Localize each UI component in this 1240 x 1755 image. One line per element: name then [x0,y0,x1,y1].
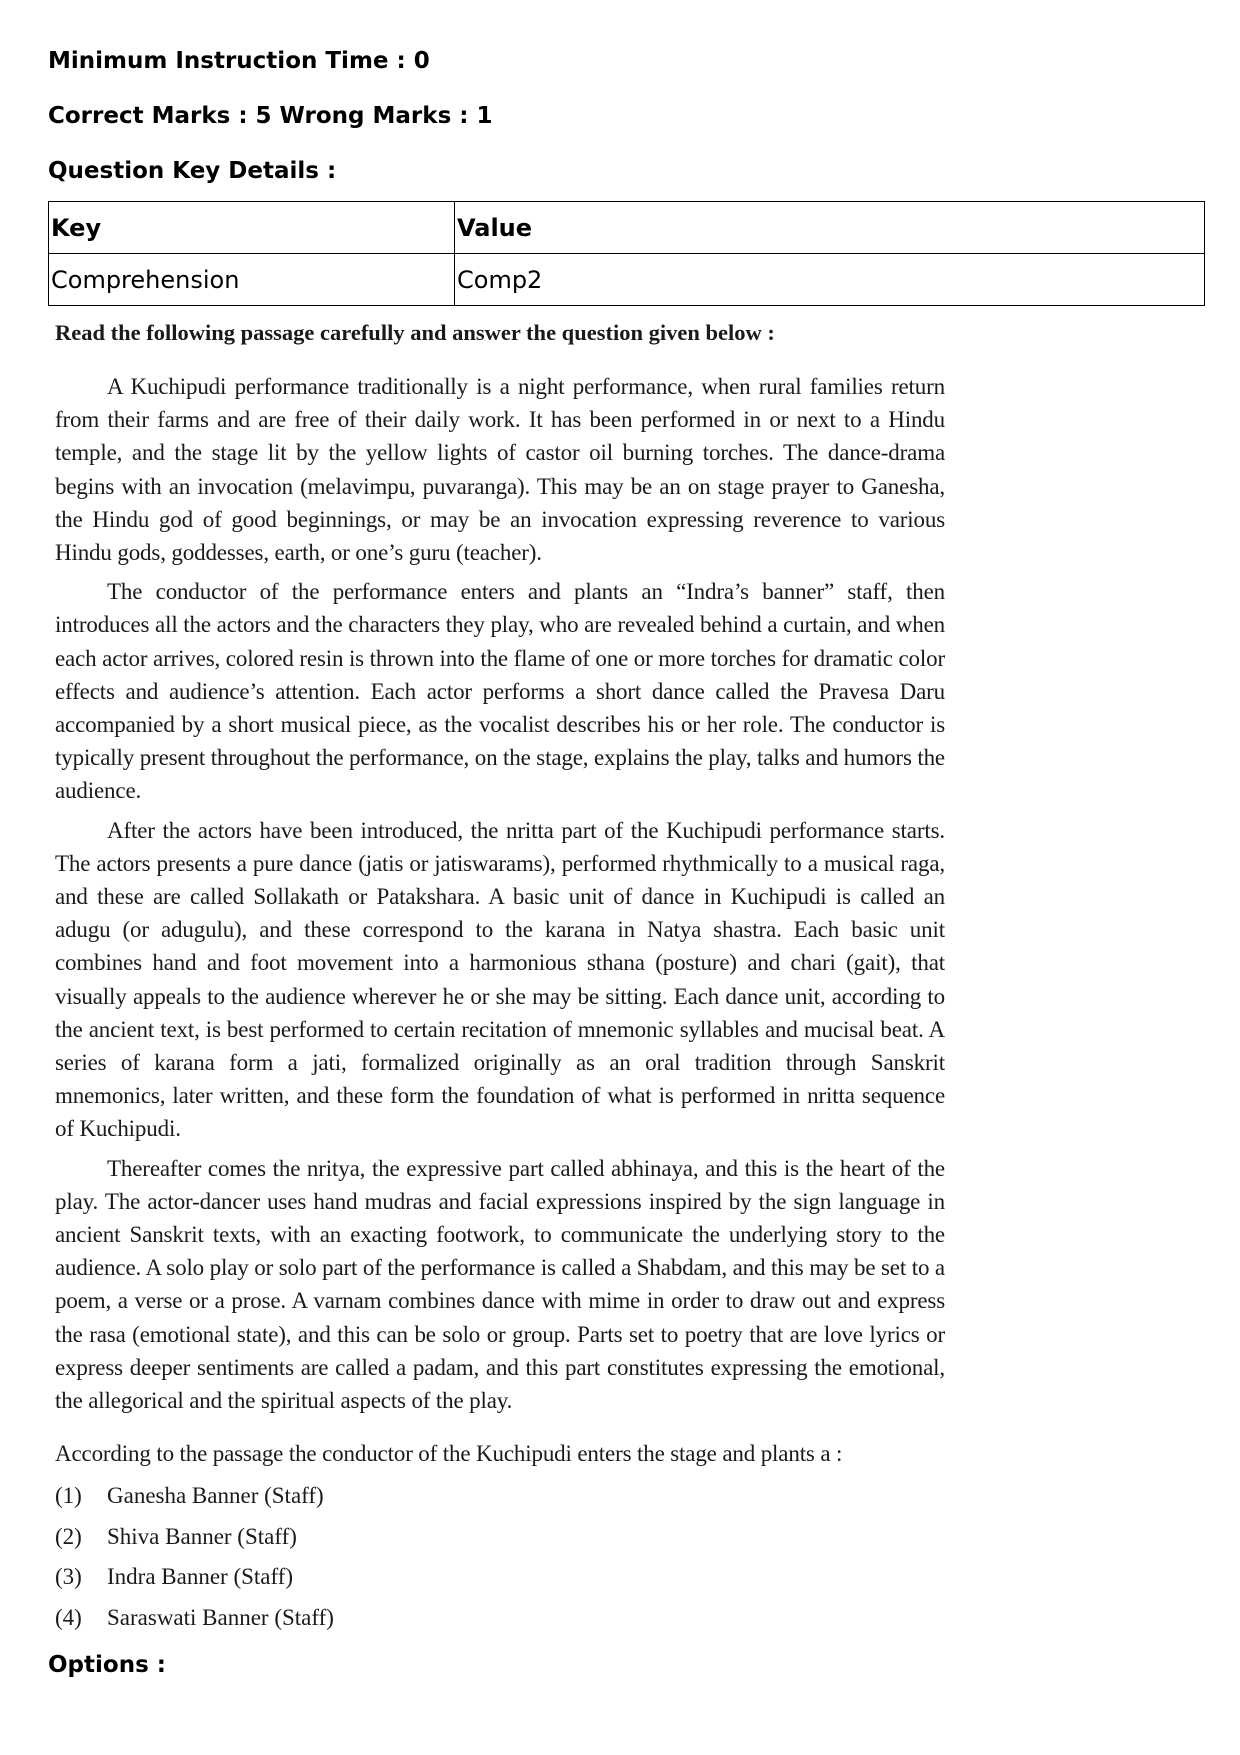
question-scan-image [55,318,945,1638]
choice-text: Saraswati Banner (Staff) [107,1604,334,1630]
passage-instruction: Read the following passage carefully and answer the question given below : [55,320,775,345]
passage-paragraph-4: Thereafter comes the nritya, the expressive part called abhinaya, and this is the heart of the play. The actor-dancer uses hand mudras and facial expressions inspired by the sign language in ancient Sanskrit texts, with an exacting footwork, to communicate the underlying story to the audience. A solo play or solo part of the performance is called a Shabdam, and this may be set to a poem, a verse or a prose. A varnam combines dance with mime in order to draw out and express the rasa (emotional state), and this can be solo or group. Parts set to poetry that are love lyrics or express deeper sentiments are called a padam, and this part constitutes expressing the emotional, the allegorical and the spiritual aspects of the play. [55,1155,945,1414]
choice-text: Ganesha Banner (Staff) [107,1483,324,1509]
answer-choice-2 [55,1517,945,1558]
passage-paragraph-1: A Kuchipudi performance traditionally is a night performance, when rural families return from their farms and are free of their daily work. It has been performed in or next to a Hindu temple, and the stage lit by the yellow lights of castor oil burning torches. The dance-drama begins with an invocation (melavimpu, puvaranga). This may be an on stage prayer to Ganesha, the Hindu god of good beginnings, or may be an invocation expressing reverence to various Hindu gods, goddesses, earth, or one’s guru (teacher). [55,374,945,566]
table-header-value: Value [455,202,1205,254]
table-header-key: Key [49,202,455,254]
marks-info: Correct Marks : 5 Wrong Marks : 1 [48,103,493,129]
question-text: According to the passage the conductor of the Kuchipudi enters the stage and plants a : [55,1441,843,1467]
choice-text: Shiva Banner (Staff) [107,1523,297,1549]
passage-paragraph-2: The conductor of the performance enters and plants an “Indra’s banner” staff, then introduces all the actors and the characters they play, who are revealed behind a curtain, and when each actor arrives, colored resin is thrown into the flame of one or more torches for dramatic color effects and audience’s attention. Each actor performs a short dance called the Pravesa Daru accompanied by a short musical piece, as the vocalist describes his or her role. The conductor is typically present throughout the performance, on the stage, explains the play, talks and humors the audience. [55,579,945,804]
table-cell-key: Comprehension [49,254,455,306]
table-header-row [49,202,1205,254]
min-instruction-time: Minimum Instruction Time : 0 [48,48,430,74]
choice-number: (4) [55,1604,82,1630]
answer-choice-4 [55,1598,945,1639]
answer-choice-1 [55,1476,945,1517]
choice-number: (1) [55,1483,82,1509]
answer-choice-3 [55,1557,945,1598]
choice-text: Indra Banner (Staff) [107,1564,294,1590]
table-cell-value: Comp2 [455,254,1205,306]
question-key-table [48,201,1205,306]
question-key-details-heading: Question Key Details : [48,158,337,184]
choice-number: (3) [55,1564,82,1590]
choice-number: (2) [55,1523,82,1549]
options-label: Options : [48,1652,166,1678]
passage-paragraph-3: After the actors have been introduced, the nritta part of the Kuchipudi performance starts. The actors presents a pure dance (jatis or jatiswarams), performed rhythmically to a musical raga, and these are called Sollakath or Patakshara. A basic unit of dance in Kuchipudi is called an adugu (or adugulu), and these correspond to the karana in Natya shastra. Each basic unit combines hand and foot movement into a harmonious sthana (posture) and chari (gait), that visually appeals to the audience wherever he or she may be sitting. Each dance unit, according to the ancient text, is best performed to certain recitation of mnemonic syllables and mucisal beat. A series of karana form a jati, formalized originally as an oral tradition through Sanskrit mnemonics, later written, and these form the foundation of what is performed in nritta sequence of Kuchipudi. [55,817,945,1142]
table-row [49,254,1205,306]
